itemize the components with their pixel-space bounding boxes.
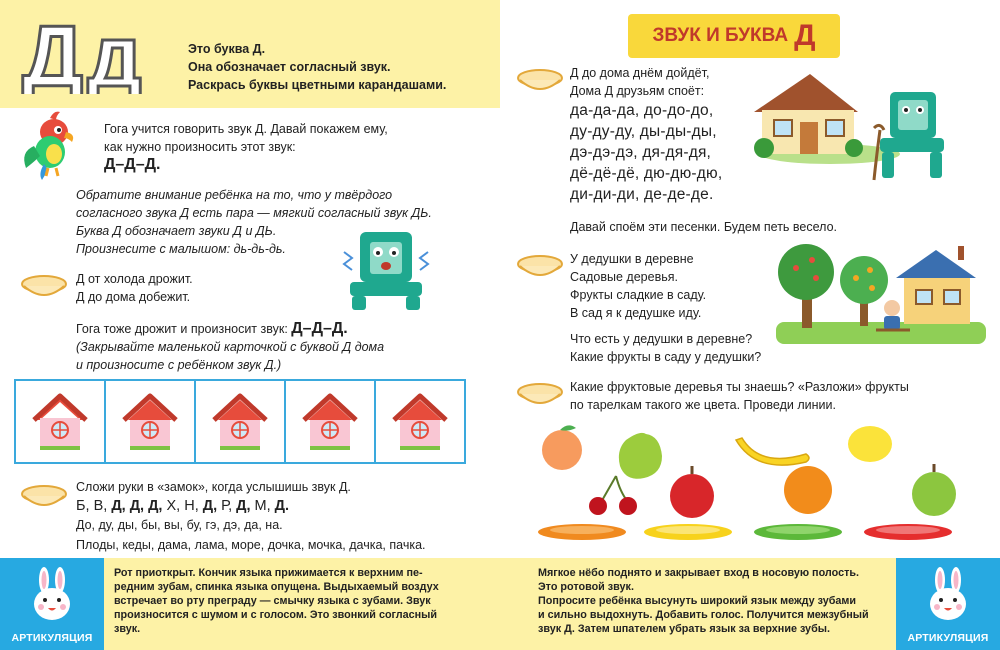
house-cell[interactable] [106,381,196,462]
garden-illustration [776,238,986,353]
rhyme-line: Д до дома добежит. [76,290,191,304]
svg-text:Дд: Дд [22,16,146,94]
peach-icon[interactable] [542,425,582,470]
intro-line: Она обозначает согласный звук. [188,60,391,74]
letter-item: Х, [166,498,185,514]
plate-yellow[interactable] [644,524,732,540]
articulation-line: произносится с шумом и с голосом. Это звонкий согласный [114,609,438,621]
grandpa-questions [570,330,761,366]
articulation-label: АРТИКУЛЯЦИЯ [907,632,989,644]
page-title-text: ЗВУК И БУКВА [652,25,789,46]
page-title-letter: Д [794,19,816,52]
rhyme-line: Д от холода дрожит. [76,272,193,286]
houses-row [14,379,466,464]
apple-green-icon[interactable] [912,464,956,516]
articulation-line: и сильно выдохнуть. Добавить голос. Получится межзубный [538,609,869,621]
shiver-note-line: и произносите с ребёнком звук Д.) [76,358,282,372]
shivering-letter-d-icon [336,222,436,319]
articulation-line: Мягкое нёбо поднято и закрывает вход в носовую полость. [538,567,859,579]
words-line: Плоды, кеды, дама, лама, море, дочка, мочка, дачка, пачка. [76,538,426,552]
articulation-text [538,566,869,636]
intro-line: Раскрась буквы цветными карандашами. [188,78,447,92]
cottage-letter-illustration [750,62,950,197]
clap-line: Сложи руки в «замок», когда услышишь звук Д. [76,480,351,494]
house-cell[interactable] [286,381,376,462]
plate-green[interactable] [754,524,842,540]
house-icon [210,390,270,454]
letter-item: М, [254,498,275,514]
articulation-badge [0,558,104,650]
question-line: Какие фрукты в саду у дедушки? [570,350,762,364]
letter-item: Д, [111,498,130,514]
articulation-label: АРТИКУЛЯЦИЯ [11,632,93,644]
letter-item: Д, [129,498,149,514]
goga-line: Гога учится говорить звук Д. Давай покажем ему, [104,122,388,136]
intro-text [188,40,446,94]
page-title [628,14,840,58]
song-line: дэ-дэ-дэ, дя-дя-дя, [570,144,712,161]
house-icon [300,390,360,454]
plate-orange[interactable] [538,524,626,540]
songs-block [570,100,722,205]
letter-item: Н, [184,498,203,514]
song-line: да-да-да, до-до-до, [570,102,714,119]
note-line: Произнесите с малышом: дь-дь-дь. [76,242,286,256]
house-cell[interactable] [196,381,286,462]
note-line: Обратите внимание ребёнка на то, что у твёрдого [76,188,393,202]
cherry-icon[interactable] [589,476,637,515]
articulation-text [114,566,439,636]
fruit-task [570,378,909,414]
bowl-icon [20,274,68,300]
grandpa-poem [570,250,706,322]
poem-line: У дедушки в деревне [570,252,694,266]
shiver-sound: Д–Д–Д. [291,320,348,337]
house-icon [120,390,180,454]
banana-icon[interactable] [736,438,809,465]
song-line: дё-дё-дё, дю-дю-дю, [570,165,723,182]
articulation-line: редним зубам, спинка языка опущена. Выдыхаемый воздух [114,581,439,593]
poem-line: Садовые деревья. [570,270,678,284]
articulation-line: Это ротовой звук. [538,581,634,593]
house-icon [30,390,90,454]
shiver-block [76,320,384,374]
shiver-line: Гога тоже дрожит и произносит звук: [76,322,288,336]
right-rhyme [570,64,709,100]
shiver-note-line: (Закрывайте маленькой карточкой с буквой Д дома [76,340,385,354]
song-line: ду-ду-ду, ды-ды-ды, [570,123,717,140]
plates-row [536,522,956,542]
lemon-icon[interactable] [848,426,892,462]
goga-line: как нужно произносить этот звук: [104,140,296,154]
rhyme-line: Д до дома днём дойдёт, [570,66,710,80]
articulation-line: встречает во рту преграду — смычку языка с зубами. Звук [114,595,431,607]
bunny-icon [30,566,74,622]
rhyme-line: Дома Д друзьям споёт: [570,84,705,98]
house-icon [390,390,450,454]
intro-line: Это буква Д. [188,42,266,56]
poem-line: В сад я к дедушке иду. [570,306,702,320]
rhyme-cold [76,270,193,306]
letter-item: Д, [148,498,167,514]
house-cell[interactable] [16,381,106,462]
pear-icon[interactable] [619,433,662,479]
song-line: ди-ди-ди, де-де-де. [570,186,714,203]
letter-item: Д, [202,498,222,514]
bowl-icon [516,68,564,94]
letter-item: Д, [236,498,255,514]
right-page [500,0,1000,650]
note-line: Буква Д обозначает звуки Д и ДЬ. [76,224,277,238]
goga-sound: Д–Д–Д. [104,156,161,173]
bowl-icon [516,254,564,280]
articulation-line: звук. [114,623,141,635]
bunny-icon [926,566,970,622]
question-line: Что есть у дедушки в деревне? [570,332,753,346]
clap-block [76,478,426,554]
letter-item: Р, [221,498,237,514]
poem-line: Фрукты сладкие в саду. [570,288,707,302]
letters-row [76,496,426,516]
syllables-line: До, ду, ды, бы, вы, бу, гэ, дэ, да, на. [76,518,283,532]
orange-icon[interactable] [784,466,832,514]
bowl-icon [20,484,68,510]
task-line: Какие фруктовые деревья ты знаешь? «Разложи» фрукты [570,380,909,394]
letter-item: В, [93,498,112,514]
fruits-area [536,420,966,520]
parrot-icon [20,108,82,185]
articulation-line: Попросите ребёнка высунуть широкий язык между зубами [538,595,857,607]
bowl-icon [516,382,564,408]
letter-item: Д. [274,498,290,514]
sing-line: Давай споём эти песенки. Будем петь весело. [570,220,838,234]
note-line: согласного звука Д есть пара — мягкий согласный звук ДЬ. [76,206,432,220]
task-line: по тарелкам такого же цвета. Проведи линии. [570,398,836,412]
articulation-badge [896,558,1000,650]
letter-item: Б, [76,498,94,514]
house-cell[interactable] [376,381,464,462]
plate-red[interactable] [864,524,952,540]
goga-text [104,120,388,174]
articulation-line: Рот приоткрыт. Кончик языка прижимается к верхним пе- [114,567,423,579]
articulation-line: звук Д. Затем шпателем убрать язык за верхние зубы. [538,623,830,635]
apple-red-icon[interactable] [670,466,714,518]
big-letter-d-outline [20,16,170,99]
